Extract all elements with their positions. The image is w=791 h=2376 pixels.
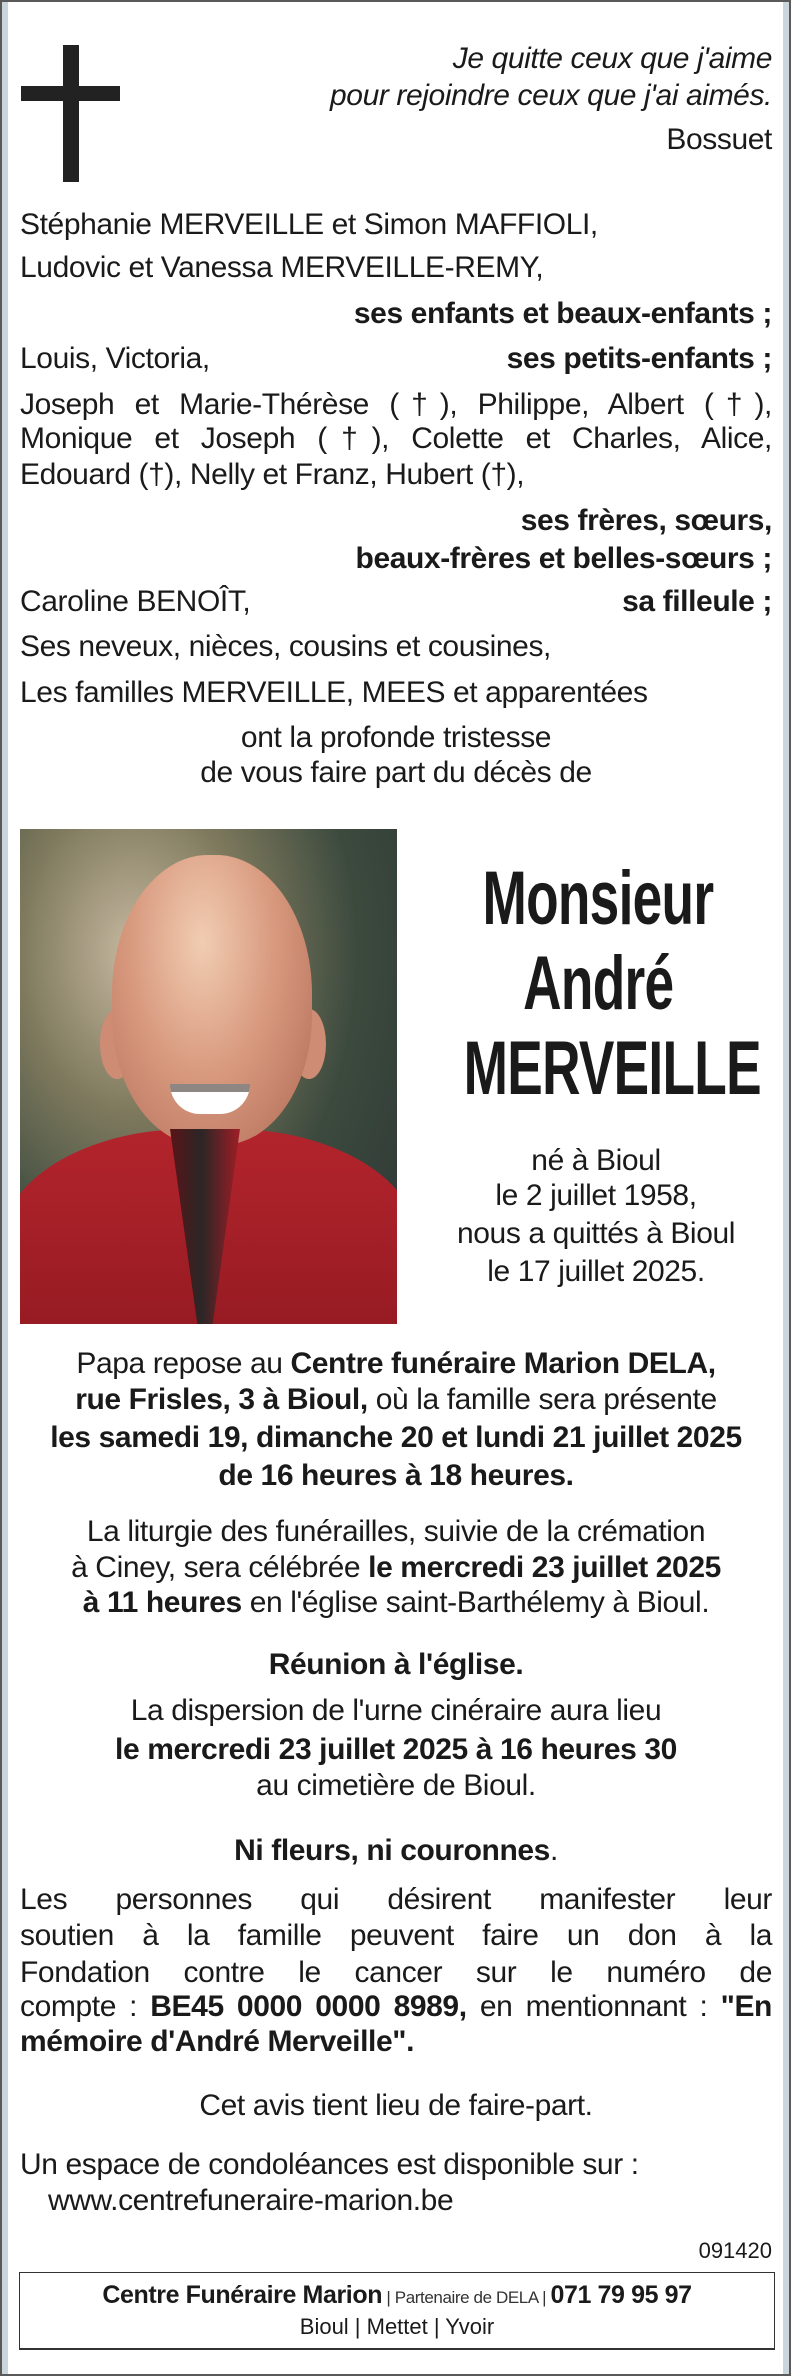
donation-line: soutien à la famille peuvent faire un don à la — [20, 1919, 772, 1952]
notice-code: 091420 — [698, 2238, 772, 2263]
flowers-note: Ni fleurs, ni couronnes. — [234, 1834, 558, 1867]
deceased-photo — [20, 829, 397, 1324]
deceased-first-name: André — [522, 941, 674, 1026]
frame-strip-left — [2, 2, 8, 2374]
family-line — [20, 584, 772, 620]
donation-line: Les personnes qui désirent manifester leur — [20, 1883, 772, 1916]
announcement-line: ont la profonde tristesse — [240, 721, 552, 754]
family-relation: sa filleule ; — [622, 585, 772, 618]
visit-hours: de 16 heures à 18 heures. — [218, 1459, 574, 1492]
family-line: Stéphanie MERVEILLE et Simon MAFFIOLI, — [20, 208, 598, 241]
death-place: nous a quittés à Bioul — [456, 1217, 736, 1250]
condolences-text: Un espace de condoléances est disponible sur : — [20, 2148, 639, 2181]
quote-author: Bossuet — [666, 123, 772, 156]
quote-line-2: pour rejoindre ceux que j'ai aimés. — [330, 79, 772, 112]
death-date: le 17 juillet 2025. — [487, 1255, 705, 1288]
family-line: Les familles MERVEILLE, MEES et apparentées — [20, 676, 648, 709]
deceased-last-name: MERVEILLE — [463, 1026, 761, 1111]
birth-date: le 2 juillet 1958, — [495, 1179, 697, 1212]
family-line: Ses neveux, nièces, cousins et cousines, — [20, 630, 551, 663]
donation-line: mémoire d'André Merveille". — [20, 2025, 415, 2058]
family-line: Monique et Joseph (†), Colette et Charles, Alice, — [20, 422, 772, 455]
funeral-home-name: Centre Funéraire Marion — [102, 2281, 383, 2309]
visit-line: rue Frisles, 3 à Bioul, où la famille sera présente — [75, 1383, 717, 1416]
family-names: Caroline BENOÎT, — [20, 585, 251, 618]
family-line — [20, 341, 772, 377]
dispersion-line: La dispersion de l'urne cinéraire aura lieu — [130, 1694, 662, 1727]
dispersion-date: le mercredi 23 juillet 2025 à 16 heures 30 — [115, 1733, 677, 1766]
family-relation: beaux-frères et belles-sœurs ; — [355, 542, 772, 575]
phone-number: 071 79 95 97 — [550, 2281, 692, 2309]
condolences-link[interactable]: www.centrefuneraire-marion.be — [48, 2184, 454, 2217]
partner-text: Partenaire de DELA — [394, 2288, 538, 2307]
family-names: Louis, Victoria, — [20, 342, 210, 375]
family-relation: ses enfants et beaux-enfants ; — [353, 297, 772, 330]
family-relation: ses petits-enfants ; — [506, 342, 772, 375]
announcement-line: de vous faire part du décès de — [200, 756, 592, 789]
deceased-title: Monsieur — [482, 856, 714, 941]
family-relation: ses frères, sœurs, — [520, 504, 772, 537]
notice-text: Cet avis tient lieu de faire-part. — [199, 2089, 593, 2122]
family-line: Joseph et Marie-Thérèse (†), Philippe, Albert (†), — [20, 388, 772, 421]
visit-dates: les samedi 19, dimanche 20 et lundi 21 juillet 2025 — [50, 1421, 742, 1454]
dispersion-place: au cimetière de Bioul. — [256, 1769, 536, 1802]
funeral-home-footer: Centre Funéraire Marion | Partenaire de DELA | 071 79 95 97 Bioul | Mettet | Yvoir — [19, 2272, 775, 2350]
quote-line-1: Je quitte ceux que j'aime — [452, 42, 772, 75]
funeral-line: à Ciney, sera célébrée le mercredi 23 juillet 2025 — [71, 1551, 721, 1584]
family-line: Ludovic et Vanessa MERVEILLE-REMY, — [20, 251, 544, 284]
donation-line: compte : BE45 0000 0000 8989, en mentionnant : "En — [20, 1990, 772, 2023]
funeral-line: à 11 heures en l'église saint-Barthélemy à Bioul. — [82, 1586, 710, 1619]
locations: Bioul | Mettet | Yvoir — [299, 2314, 495, 2339]
birth-place: né à Bioul — [531, 1144, 661, 1177]
funeral-line: La liturgie des funérailles, suivie de la crémation — [86, 1515, 706, 1548]
meeting-note: Réunion à l'église. — [268, 1648, 524, 1681]
family-line: Edouard (†), Nelly et Franz, Hubert (†), — [20, 458, 525, 491]
donation-line: Fondation contre le cancer sur le numéro de — [20, 1956, 772, 1989]
visit-line: Papa repose au Centre funéraire Marion DELA, — [76, 1347, 716, 1380]
bank-account: BE45 0000 0000 8989, — [150, 1990, 467, 2023]
